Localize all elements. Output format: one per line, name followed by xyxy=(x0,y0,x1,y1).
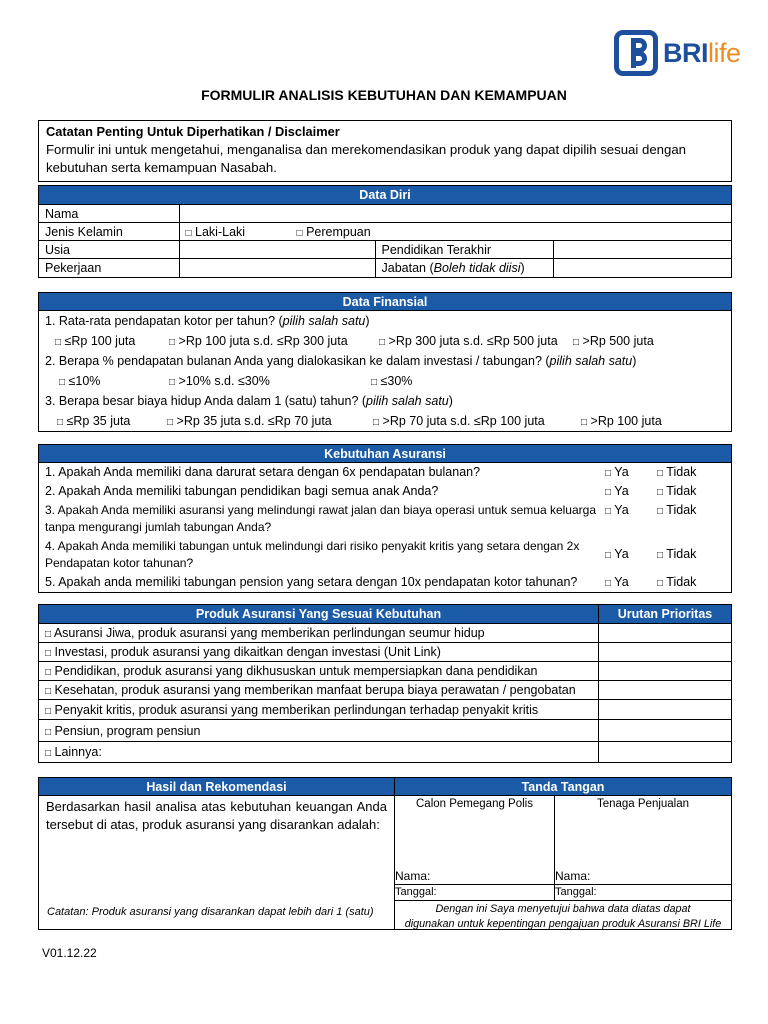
kebutuhan-header: Kebutuhan Asuransi xyxy=(39,445,731,463)
produk-item[interactable]: □ Pensiun, program pensiun xyxy=(39,720,599,742)
checkbox-icon[interactable]: □ xyxy=(296,227,303,239)
kebutuhan-row: 2. Apakah Anda memiliki tabungan pendidikan bagi semua anak Anda? □ Ya □ Tidak xyxy=(39,482,731,501)
jabatan-field[interactable] xyxy=(553,259,731,277)
checkbox-tidak[interactable]: □ Tidak xyxy=(657,484,697,498)
kebutuhan-row: 4. Apakah Anda memiliki tabungan untuk melindungi dari risiko penyakit kritis yang setara dengan 2x Pendapatan kotor tahunan? □ Ya □ Tidak xyxy=(45,539,697,570)
question-2: 2. Berapa % pendapatan bulanan Anda yang dialokasikan ke dalam investasi / tabungan? (pilih salah satu) xyxy=(45,354,637,368)
checkbox-icon[interactable]: □ xyxy=(45,726,52,738)
prioritas-field[interactable] xyxy=(599,643,732,662)
checkbox-icon[interactable]: □ xyxy=(45,748,52,759)
checkbox-icon[interactable]: □ xyxy=(657,578,664,589)
data-finansial-body xyxy=(39,311,731,431)
checkbox-tidak[interactable]: □ Tidak xyxy=(657,503,697,517)
prioritas-field[interactable] xyxy=(599,720,732,742)
checkbox-laki[interactable]: □ Laki-Laki xyxy=(185,224,246,239)
kebutuhan-row: 5. Apakah anda memiliki tabungan pension yang setara dengan 10x pendapatan kotor tahunan? □ Ya □ Tidak xyxy=(39,573,731,592)
usia-field[interactable] xyxy=(179,241,375,259)
produk-item[interactable]: □ Investasi, produk asuransi yang dikaitkan dengan investasi (Unit Link) xyxy=(39,643,599,662)
checkbox-icon[interactable]: □ xyxy=(167,417,174,428)
q2-options xyxy=(45,371,725,391)
q2-option[interactable]: □ ≤10% xyxy=(59,374,101,388)
label-jenis-kelamin: Jenis Kelamin xyxy=(39,223,179,241)
q3-option[interactable]: □ ≤Rp 35 juta xyxy=(57,414,131,428)
produk-item[interactable]: □ Asuransi Jiwa, produk asuransi yang memberikan perlindungan seumur hidup xyxy=(39,624,599,643)
checkbox-icon[interactable]: □ xyxy=(379,337,386,348)
checkbox-icon[interactable]: □ xyxy=(657,487,664,498)
checkbox-icon[interactable]: □ xyxy=(605,550,612,561)
logo-text: BRIlife xyxy=(663,37,741,68)
checkbox-icon[interactable]: □ xyxy=(45,705,52,717)
checkbox-icon[interactable]: □ xyxy=(605,506,612,517)
checkbox-tidak[interactable]: □ Tidak xyxy=(657,547,697,561)
tanda-tangan-header: Tanda Tangan xyxy=(395,778,731,796)
hasil-note: Catatan: Produk asuransi yang disarankan dapat lebih dari 1 (satu) xyxy=(47,906,374,918)
jenis-kelamin-options xyxy=(179,223,731,241)
prioritas-field[interactable] xyxy=(599,624,732,643)
produk-section xyxy=(38,604,732,763)
pekerjaan-field[interactable] xyxy=(179,259,375,277)
checkbox-tidak[interactable]: □ Tidak xyxy=(657,465,697,479)
checkbox-perempuan[interactable]: □ Perempuan xyxy=(296,224,371,239)
checkbox-icon[interactable]: □ xyxy=(657,550,664,561)
q3-option[interactable]: □ >Rp 35 juta s.d. ≤Rp 70 juta xyxy=(167,414,332,428)
tanda-tangan xyxy=(395,778,731,929)
checkbox-icon[interactable]: □ xyxy=(657,468,664,479)
label-nama: Nama xyxy=(39,205,179,223)
checkbox-ya[interactable]: □ Ya xyxy=(605,575,629,589)
checkbox-ya[interactable]: □ Ya xyxy=(605,503,629,517)
checkbox-icon[interactable]: □ xyxy=(605,578,612,589)
q3-option[interactable]: □ >Rp 70 juta s.d. ≤Rp 100 juta xyxy=(373,414,545,428)
hasil-tanda-tangan-section xyxy=(38,777,732,930)
data-diri-table xyxy=(39,204,731,277)
data-finansial-header: Data Finansial xyxy=(39,293,731,311)
checkbox-icon[interactable]: □ xyxy=(45,648,52,659)
checkbox-icon[interactable]: □ xyxy=(605,487,612,498)
question-1: 1. Rata-rata pendapatan kotor per tahun? (pilih salah satu) xyxy=(45,314,370,328)
data-diri-header: Data Diri xyxy=(39,186,731,204)
q2-option[interactable]: □ ≤30% xyxy=(371,374,413,388)
checkbox-icon[interactable]: □ xyxy=(59,377,66,388)
disclaimer-box xyxy=(38,120,732,182)
checkbox-icon[interactable]: □ xyxy=(581,417,588,428)
q1-option[interactable]: □ >Rp 500 juta xyxy=(573,334,654,348)
pendidikan-field[interactable] xyxy=(553,241,731,259)
produk-item[interactable]: □ Kesehatan, produk asuransi yang memberikan manfaat berupa biaya perawatan / pengobatan xyxy=(39,681,599,700)
checkbox-icon[interactable]: □ xyxy=(185,227,192,239)
label-usia: Usia xyxy=(39,241,179,259)
checkbox-ya[interactable]: □ Ya xyxy=(605,484,629,498)
produk-table xyxy=(38,604,732,763)
disclaimer-heading: Catatan Penting Untuk Diperhatikan / Disclaimer xyxy=(46,124,340,139)
form-title: FORMULIR ANALISIS KEBUTUHAN DAN KEMAMPUAN xyxy=(201,87,567,103)
prioritas-field[interactable] xyxy=(599,742,732,763)
checkbox-icon[interactable]: □ xyxy=(169,337,176,348)
label-pendidikan: Pendidikan Terakhir xyxy=(375,241,553,259)
kebutuhan-row: 1. Apakah Anda memiliki dana darurat setara dengan 6x pendapatan bulanan? □ Ya □ Tidak xyxy=(39,463,731,482)
data-diri-section xyxy=(38,185,732,278)
prioritas-field[interactable] xyxy=(599,681,732,700)
produk-item[interactable]: □ Pendidikan, produk asuransi yang dikhususkan untuk mempersiapkan dana pendidikan xyxy=(39,662,599,681)
checkbox-icon[interactable]: □ xyxy=(45,629,52,640)
checkbox-icon[interactable]: □ xyxy=(57,417,64,428)
kebutuhan-row: 3. Apakah Anda memiliki asuransi yang melindungi rawat jalan dan biaya operasi untuk semua keluarga tanpa mengurangi jumlah tabungan Anda? □ Ya □ Tidak xyxy=(45,503,697,534)
q1-options xyxy=(45,331,725,351)
q2-option[interactable]: □ >10% s.d. ≤30% xyxy=(169,374,270,388)
q1-option[interactable]: □ >Rp 100 juta s.d. ≤Rp 300 juta xyxy=(169,334,348,348)
checkbox-icon[interactable]: □ xyxy=(657,506,664,517)
q1-option[interactable]: □ ≤Rp 100 juta xyxy=(55,334,136,348)
brilife-logo xyxy=(614,28,741,78)
version-label: V01.12.22 xyxy=(42,946,97,960)
checkbox-icon[interactable]: □ xyxy=(371,377,378,388)
checkbox-icon[interactable]: □ xyxy=(373,417,380,428)
nama-field[interactable] xyxy=(179,205,731,223)
checkbox-icon[interactable]: □ xyxy=(55,337,62,348)
checkbox-ya[interactable]: □ Ya xyxy=(605,465,629,479)
label-jabatan: Jabatan (Boleh tidak diisi) xyxy=(375,259,553,277)
checkbox-icon[interactable]: □ xyxy=(573,337,580,348)
kebutuhan-asuransi-section xyxy=(38,444,732,593)
signature-calon-pemegang-polis[interactable]: Calon Pemegang Polis Nama: Tanggal: xyxy=(395,796,555,900)
checkbox-icon[interactable]: □ xyxy=(45,686,52,697)
question-3: 3. Berapa besar biaya hidup Anda dalam 1 (satu) tahun? (pilih salah satu) xyxy=(45,394,453,408)
checkbox-icon[interactable]: □ xyxy=(605,468,612,479)
prioritas-header: Urutan Prioritas xyxy=(599,605,732,624)
checkbox-icon[interactable]: □ xyxy=(169,377,176,388)
prioritas-field[interactable] xyxy=(599,700,732,720)
signature-tenaga-penjualan[interactable]: Tenaga Penjualan Nama: Tanggal: xyxy=(555,796,731,900)
q3-options xyxy=(45,411,725,431)
produk-header: Produk Asuransi Yang Sesuai Kebutuhan xyxy=(39,605,599,624)
q1-option[interactable]: □ >Rp 300 juta s.d. ≤Rp 500 juta xyxy=(379,334,558,348)
produk-item[interactable]: □ Penyakit kritis, produk asuransi yang memberikan perlindungan terhadap penyakit kritis xyxy=(39,700,599,720)
disclaimer-text: Formulir ini untuk mengetahui, menganalisa dan merekomendasikan produk yang dapat dipilih sesuai dengan kebutuhan serta kemampuan Nasabah. xyxy=(46,142,686,175)
label-pekerjaan: Pekerjaan xyxy=(39,259,179,277)
prioritas-field[interactable] xyxy=(599,662,732,681)
hasil-text: Berdasarkan hasil analisa atas kebutuhan keuangan Anda tersebut di atas, produk asuransi yang disarankan adalah: xyxy=(46,799,387,832)
hasil-rekomendasi xyxy=(39,778,395,929)
consent-text: Dengan ini Saya menyetujui bahwa data diatas dapat digunakan untuk kepentingan pengajuan produk Asuransi BRI Life xyxy=(395,900,731,932)
bri-logo-icon xyxy=(614,30,658,76)
hasil-header: Hasil dan Rekomendasi xyxy=(39,778,394,796)
data-finansial-section xyxy=(38,292,732,432)
q3-option[interactable]: □ >Rp 100 juta xyxy=(581,414,662,428)
checkbox-icon[interactable]: □ xyxy=(45,667,52,678)
checkbox-ya[interactable]: □ Ya xyxy=(605,547,629,561)
produk-item[interactable]: □ Lainnya: xyxy=(39,742,599,763)
checkbox-tidak[interactable]: □ Tidak xyxy=(657,575,697,589)
